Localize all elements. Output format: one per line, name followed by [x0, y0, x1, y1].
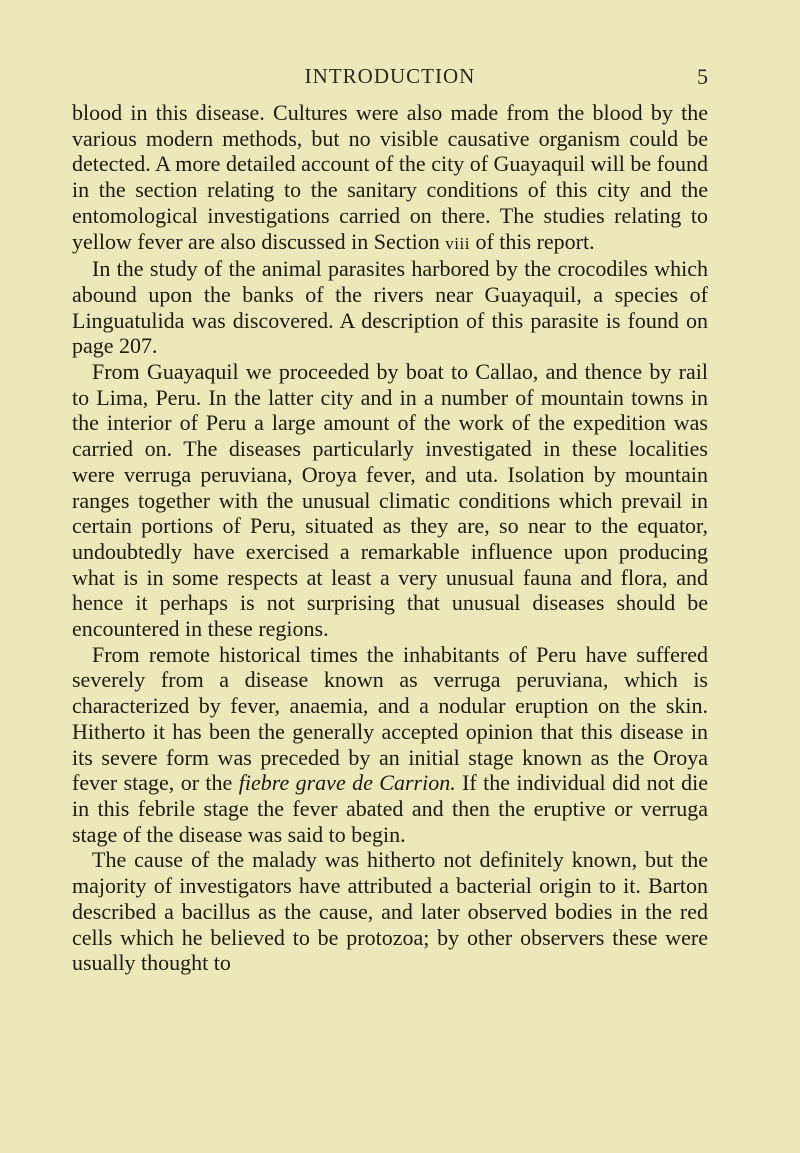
italic-term: fiebre grave de Carrion.: [238, 770, 456, 796]
paragraph-4-text: From remote historical times the inhabitants of Peru have suffered severely from a disease known as verruga peruviana, which is characterized by fever, anaemia, and a nodular eruption on the skin. Hitherto it has been the generally accepted opinion that this disease in its severe form was preceded by an initial stage known as the Oroya fever stage, or the: [72, 641, 708, 796]
paragraph-4-text-end: If the individual did not die in this febrile stage the fever abated and then the eruptive or verruga stage of the disease was said to begin.: [72, 770, 708, 847]
page-number: 5: [697, 64, 708, 89]
paragraph-1-text: blood in this disease. Cultures were also made from the blood by the various modern methods, but no visible causative organism could be detected. A more detailed account of the city of Guayaquil will be found in the section relating to the sanitary conditions of this city and the entomological investigations carried on there. The studies relating to yellow fever are also discussed in Section: [72, 100, 708, 254]
running-head: INTRODUCTION: [304, 64, 476, 88]
paragraph-1-text-end: of this report.: [469, 228, 595, 254]
paragraph-4: [72, 642, 708, 848]
section-roman-numeral: viii: [445, 233, 470, 253]
page-header: [72, 64, 708, 94]
paragraph-3: From Guayaquil we proceeded by boat to Callao, and thence by rail to Lima, Peru. In the latter city and in a number of mountain towns in the interior of Peru a large amount of the work of the expedition was carried on. The diseases particularly investigated in these localities were verruga peruviana, Oroya fever, and uta. Isolation by mountain ranges together with the unusual climatic conditions which prevail in certain portions of Peru, situated as they are, so near to the equator, undoubtedly have exercised a remarkable influence upon producing what is in some respects at least a very unusual fauna and flora, and hence it perhaps is not surprising that unusual diseases should be encountered in these regions.: [72, 359, 708, 642]
paragraph-1: [72, 100, 708, 256]
body-text: [72, 100, 708, 976]
paragraph-5: The cause of the malady was hitherto not definitely known, but the majority of investigators have attributed a bacterial origin to it. Barton described a bacillus as the cause, and later observed bodies in the red cells which he believed to be protozoa; by other observers these were usually thought to: [72, 847, 708, 976]
paragraph-2: In the study of the animal parasites harbored by the crocodiles which abound upon the banks of the rivers near Guayaquil, a species of Linguatulida was discovered. A description of this parasite is found on page 207.: [72, 256, 708, 359]
